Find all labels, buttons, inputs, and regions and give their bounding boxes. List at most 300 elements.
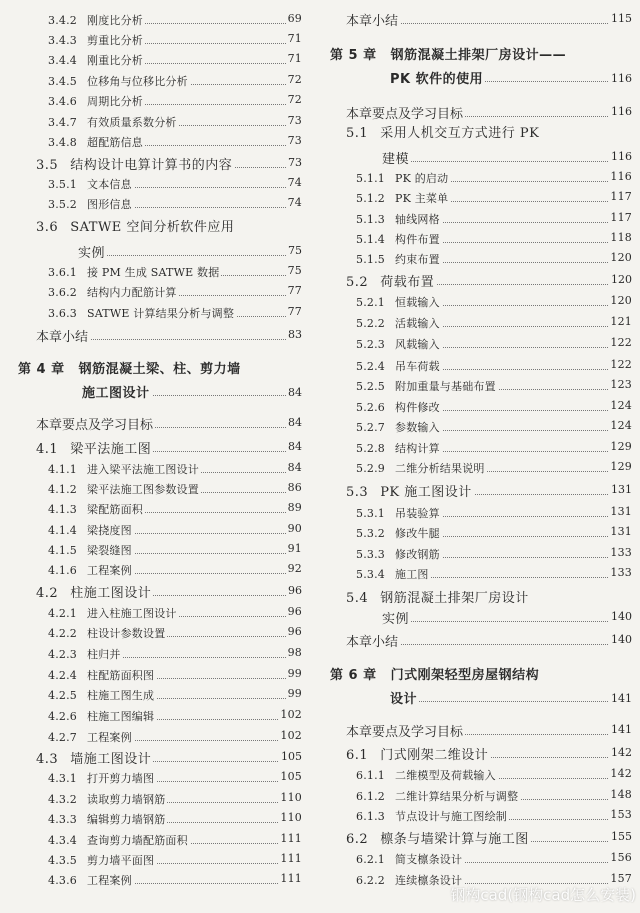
toc-number: 5.2.1: [356, 296, 385, 309]
toc-row: [324, 544, 640, 564]
toc-title: 檩条与墙梁计算与施工图: [380, 832, 529, 847]
toc-page-number: 153: [610, 808, 632, 821]
toc-row: [0, 10, 316, 30]
toc-number: 4.1.3: [48, 503, 77, 516]
toc-row: [0, 91, 316, 111]
toc-row: [324, 68, 640, 88]
toc-row: [0, 479, 316, 499]
toc-row: [324, 168, 640, 188]
toc-row: [0, 216, 316, 236]
toc-title: 附加重量与基础布置: [395, 380, 496, 393]
toc-row: [0, 112, 316, 132]
toc-row: [324, 148, 640, 168]
toc-number: 3.5: [36, 158, 59, 173]
toc-row: [0, 685, 316, 705]
toc-number: 3.4.8: [48, 136, 77, 149]
toc-number: 4.2.1: [48, 607, 77, 620]
toc-number: 4.3.2: [48, 793, 77, 806]
toc-number: 5.1.1: [356, 172, 385, 185]
toc-number: 第 4 章: [18, 362, 65, 377]
toc-page-number: 141: [611, 723, 632, 736]
toc-page-number: 124: [610, 419, 632, 432]
toc-title: 施工图: [395, 568, 429, 581]
toc-row: [324, 209, 640, 229]
toc-title: 实例: [78, 246, 106, 261]
toc-number: 3.6: [36, 220, 59, 235]
toc-title: 钢筋混凝土排架厂房设计——: [390, 48, 567, 63]
toc-number: 5.2.2: [356, 317, 385, 330]
toc-title: 约束布置: [395, 253, 440, 266]
toc-page-number: 131: [610, 505, 632, 518]
toc-row: [324, 188, 640, 208]
toc-title: 本章小结: [346, 635, 399, 650]
toc-title: 恒载输入: [395, 296, 440, 309]
toc-title: 结构计算: [395, 442, 440, 455]
toc-title: 进入柱施工图设计: [87, 607, 177, 620]
toc-page-number: 117: [610, 190, 632, 203]
toc-number: 3.4.2: [48, 14, 77, 27]
toc-number: 6.1.3: [356, 810, 385, 823]
toc-page-number: 116: [611, 72, 632, 85]
toc-title: 文本信息: [87, 178, 132, 191]
toc-row: [0, 830, 316, 850]
toc-page-number: 156: [610, 851, 632, 864]
toc-number: 5.1.4: [356, 233, 385, 246]
toc-number: 5.2.4: [356, 360, 385, 373]
toc-row: [324, 608, 640, 628]
toc-number: 4.1.4: [48, 524, 77, 537]
toc-title: 本章要点及学习目标: [346, 107, 464, 122]
toc-page-number: 72: [287, 73, 302, 86]
toc-title: 剪力墙平面图: [87, 854, 155, 867]
toc-title: 工程案例: [87, 564, 132, 577]
toc-row: [324, 721, 640, 741]
toc-page-number: 110: [280, 811, 302, 824]
toc-row: [0, 809, 316, 829]
toc-page-number: 69: [287, 12, 302, 25]
toc-page-number: 120: [610, 294, 632, 307]
toc-page-number: 73: [287, 114, 302, 127]
toc-row: [0, 540, 316, 560]
toc-title: 梁裂缝图: [87, 544, 132, 557]
toc-page-number: 83: [288, 328, 302, 341]
toc-title: 接 PM 生成 SATWE 数据: [87, 266, 220, 279]
toc-leader-dots: [382, 621, 632, 622]
toc-row: [324, 397, 640, 417]
toc-number: 6.1.2: [356, 790, 385, 803]
toc-row: [0, 262, 316, 282]
toc-row: [324, 828, 640, 848]
toc-page-number: 131: [610, 525, 632, 538]
toc-page-number: 90: [287, 522, 302, 535]
toc-number: 4.3.4: [48, 834, 77, 847]
toc-number: 5.1.3: [356, 213, 385, 226]
toc-row: [0, 665, 316, 685]
toc-title: 剪重比分析: [87, 34, 143, 47]
toc-title: 打开剪力墙图: [87, 772, 155, 785]
toc-page-number: 116: [611, 105, 632, 118]
toc-title: PK 的启动: [395, 172, 449, 185]
toc-page-number: 129: [610, 460, 632, 473]
toc-page-number: 120: [610, 251, 632, 264]
toc-title: 柱归并: [87, 648, 121, 661]
toc-row: [0, 870, 316, 890]
toc-title: PK 主菜单: [395, 192, 449, 205]
toc-row: [0, 30, 316, 50]
toc-row: [0, 132, 316, 152]
toc-page-number: 102: [280, 729, 302, 742]
toc-row: [0, 603, 316, 623]
toc-page-number: 72: [287, 93, 302, 106]
toc-number: 4.3.1: [48, 772, 77, 785]
toc-title: 工程案例: [87, 874, 132, 887]
toc-title: 墙施工图设计: [70, 752, 152, 767]
toc-row: [324, 334, 640, 354]
toc-row: [324, 523, 640, 543]
toc-number: 3.6.2: [48, 286, 77, 299]
toc-title: 门式刚架二维设计: [380, 748, 489, 763]
toc-row: [0, 242, 316, 262]
toc-page-number: 140: [611, 610, 632, 623]
toc-number: 5.2.8: [356, 442, 385, 455]
toc-number: 3.5.2: [48, 198, 77, 211]
toc-title: 读取剪力墙钢筋: [87, 793, 166, 806]
toc-page-number: 115: [611, 12, 632, 25]
toc-page-number: 105: [280, 770, 302, 783]
toc-number: 5.2.3: [356, 338, 385, 351]
toc-row: [0, 71, 316, 91]
toc-title: 简支檩条设计: [395, 853, 463, 866]
toc-row: [0, 727, 316, 747]
toc-title: PK 软件的使用: [390, 72, 484, 87]
toc-title: 柱设计参数设置: [87, 627, 166, 640]
toc-page-number: 77: [287, 305, 302, 318]
toc-number: 3.6.3: [48, 307, 77, 320]
toc-row: [0, 326, 316, 346]
toc-page-number: 121: [610, 315, 632, 328]
toc-page-number: 110: [280, 791, 302, 804]
toc-page-number: 120: [611, 273, 632, 286]
toc-number: 第 5 章: [330, 48, 377, 63]
toc-number: 第 6 章: [330, 668, 377, 683]
toc-row: [0, 748, 316, 768]
toc-row: [324, 806, 640, 826]
toc-title: 建模: [382, 152, 410, 167]
toc-row: [0, 438, 316, 458]
toc-title: SATWE 计算结果分析与调整: [87, 307, 235, 320]
toc-title: 位移角与位移比分析: [87, 75, 188, 88]
toc-page-number: 71: [287, 32, 302, 45]
toc-row: [0, 789, 316, 809]
toc-row: [0, 560, 316, 580]
toc-row: [324, 481, 640, 501]
toc-page-number: 77: [287, 284, 302, 297]
toc-row: [324, 103, 640, 123]
toc-number: 5.1: [346, 126, 369, 141]
toc-page-number: 84: [287, 461, 302, 474]
toc-page-number: 86: [287, 481, 302, 494]
toc-title: SATWE 空间分析软件应用: [70, 220, 235, 235]
toc-number: 6.1.1: [356, 769, 385, 782]
toc-number: 6.1: [346, 748, 369, 763]
toc-title: 刚度比分析: [87, 14, 143, 27]
toc-page-number: 74: [287, 176, 302, 189]
toc-number: 6.2: [346, 832, 369, 847]
toc-number: 5.3.1: [356, 507, 385, 520]
toc-title: 本章要点及学习目标: [36, 418, 154, 433]
toc-number: 3.5.1: [48, 178, 77, 191]
toc-row: [324, 564, 640, 584]
toc-number: 4.1.5: [48, 544, 77, 557]
toc-page-number: 140: [611, 633, 632, 646]
toc-number: 5.1.5: [356, 253, 385, 266]
toc-page-number: 96: [288, 584, 302, 597]
toc-row: [0, 154, 316, 174]
toc-page-number: 111: [280, 872, 302, 885]
toc-title: 二维计算结果分析与调整: [395, 790, 519, 803]
toc-row: [324, 765, 640, 785]
toc-page-number: 118: [610, 231, 632, 244]
toc-row: [0, 582, 316, 602]
toc-page-number: 131: [611, 483, 632, 496]
toc-number: 3.4.3: [48, 34, 77, 47]
toc-row: [324, 438, 640, 458]
toc-title: 钢筋混凝土梁、柱、剪力墙: [78, 362, 241, 377]
toc-page-number: 96: [287, 605, 302, 618]
toc-page-number: 91: [287, 542, 302, 555]
toc-title: 钢筋混凝土排架厂房设计: [380, 591, 529, 606]
toc-number: 4.2.6: [48, 710, 77, 723]
toc-row: [0, 382, 316, 402]
toc-number: 5.2.9: [356, 462, 385, 475]
toc-title: 二维模型及荷载输入: [395, 769, 496, 782]
toc-page-number: 105: [281, 750, 302, 763]
toc-page-number: 141: [611, 692, 632, 705]
toc-row: [0, 768, 316, 788]
toc-row: [324, 744, 640, 764]
toc-page-number: 124: [610, 399, 632, 412]
toc-title: 轴线网格: [395, 213, 440, 226]
toc-title: 柱施工图生成: [87, 689, 155, 702]
toc-title: 工程案例: [87, 731, 132, 744]
toc-page-number: 74: [287, 196, 302, 209]
toc-page-number: 84: [288, 440, 302, 453]
toc-title: 连续檩条设计: [395, 874, 463, 887]
toc-title: 查询剪力墙配筋面积: [87, 834, 188, 847]
toc-number: 4.1.2: [48, 483, 77, 496]
toc-leader-dots: [382, 161, 632, 162]
toc-number: 4.1.1: [48, 463, 77, 476]
toc-number: 4.2.3: [48, 648, 77, 661]
toc-number: 4.3: [36, 752, 59, 767]
toc-leader-dots: [390, 701, 632, 702]
toc-title: 构件修改: [395, 401, 440, 414]
toc-number: 4.3.5: [48, 854, 77, 867]
toc-number: 3.4.6: [48, 95, 77, 108]
toc-page-number: 71: [287, 52, 302, 65]
toc-page-number: 73: [288, 156, 302, 169]
toc-title: 吊车荷载: [395, 360, 440, 373]
toc-row: [324, 503, 640, 523]
toc-row: [324, 417, 640, 437]
toc-title: 刚重比分析: [87, 54, 143, 67]
toc-page-number: 123: [610, 378, 632, 391]
toc-row: [0, 358, 316, 378]
toc-row: [0, 706, 316, 726]
toc-page-number: 148: [610, 788, 632, 801]
toc-page-number: 122: [610, 358, 632, 371]
toc-page-number: 117: [610, 211, 632, 224]
toc-number: 3.4.4: [48, 54, 77, 67]
toc-title: PK 施工图设计: [380, 485, 472, 500]
toc-number: 4.3.3: [48, 813, 77, 826]
toc-page-number: 129: [610, 440, 632, 453]
toc-number: 3.4.7: [48, 116, 77, 129]
toc-title: 荷载布置: [380, 275, 435, 290]
toc-number: 4.2: [36, 586, 59, 601]
toc-row: [0, 520, 316, 540]
toc-page-number: 142: [610, 767, 632, 780]
toc-page-number: 102: [280, 708, 302, 721]
toc-page-number: 142: [611, 746, 632, 759]
toc-number: 3.6.1: [48, 266, 77, 279]
toc-title: 二维分析结果说明: [395, 462, 485, 475]
toc-title: 本章小结: [346, 14, 399, 29]
toc-page-number: 84: [288, 386, 302, 399]
toc-title: 周期比分析: [87, 95, 143, 108]
toc-row: [324, 688, 640, 708]
toc-number: 4.2.2: [48, 627, 77, 640]
toc-page-number: 116: [611, 150, 632, 163]
toc-title: 柱配筋面积图: [87, 669, 155, 682]
toc-number: 4.3.6: [48, 874, 77, 887]
toc-row: [0, 623, 316, 643]
toc-title: 构件布置: [395, 233, 440, 246]
toc-title: 设计: [390, 692, 418, 707]
toc-title: 施工图设计: [82, 386, 150, 401]
toc-number: 4.2.4: [48, 669, 77, 682]
toc-row: [324, 229, 640, 249]
toc-row: [0, 194, 316, 214]
toc-page-number: 111: [280, 852, 302, 865]
toc-title: 修改牛腿: [395, 527, 440, 540]
toc-page-number: 73: [287, 134, 302, 147]
toc-page-number: 157: [610, 872, 632, 885]
toc-title: 本章小结: [36, 330, 89, 345]
toc-row: [324, 271, 640, 291]
toc-title: 柱施工图编辑: [87, 710, 155, 723]
toc-number: 5.3.4: [356, 568, 385, 581]
toc-row: [324, 376, 640, 396]
toc-title: 梁平法施工图参数设置: [87, 483, 199, 496]
toc-title: 进入梁平法施工图设计: [87, 463, 199, 476]
toc-row: [324, 664, 640, 684]
toc-page-number: 133: [610, 546, 632, 559]
toc-title: 修改钢筋: [395, 548, 440, 561]
toc-row: [324, 249, 640, 269]
toc-number: 5.3: [346, 485, 369, 500]
toc-row: [324, 122, 640, 142]
toc-title: 有效质量系数分析: [87, 116, 177, 129]
toc-row: [0, 850, 316, 870]
toc-title: 梁平法施工图: [70, 442, 152, 457]
toc-page-number: 89: [287, 501, 302, 514]
toc-title: 梁挠度图: [87, 524, 132, 537]
toc-leader-dots: [78, 255, 302, 256]
toc-page-number: 133: [610, 566, 632, 579]
toc-title: 门式刚架轻型房屋钢结构: [390, 668, 540, 683]
toc-number: 6.2.2: [356, 874, 385, 887]
toc-page-number: 99: [287, 667, 302, 680]
toc-row: [0, 414, 316, 434]
toc-row: [0, 303, 316, 323]
toc-title: 节点设计与施工图绘制: [395, 810, 507, 823]
toc-title: 吊装验算: [395, 507, 440, 520]
toc-page-number: 92: [287, 562, 302, 575]
toc-row: [324, 356, 640, 376]
toc-row: [324, 292, 640, 312]
toc-row: [0, 644, 316, 664]
toc-row: [324, 587, 640, 607]
toc-number: 3.4.5: [48, 75, 77, 88]
toc-row: [324, 849, 640, 869]
toc-title: 本章要点及学习目标: [346, 725, 464, 740]
toc-page-number: 96: [287, 625, 302, 638]
toc-title: 柱施工图设计: [70, 586, 152, 601]
toc-number: 5.2.7: [356, 421, 385, 434]
toc-title: 梁配筋面积: [87, 503, 143, 516]
toc-number: 5.2: [346, 275, 369, 290]
toc-page-number: 98: [287, 646, 302, 659]
toc-row: [324, 313, 640, 333]
toc-title: 超配筋信息: [87, 136, 143, 149]
toc-title: 采用人机交互方式进行 PK: [380, 126, 540, 141]
toc-row: [324, 44, 640, 64]
toc-number: 4.2.7: [48, 731, 77, 744]
toc-number: 5.3.3: [356, 548, 385, 561]
toc-row: [0, 459, 316, 479]
toc-title: 结构内力配筋计算: [87, 286, 177, 299]
toc-row: [0, 50, 316, 70]
toc-number: 4.1.6: [48, 564, 77, 577]
toc-page-number: 111: [280, 832, 302, 845]
toc-row: [324, 786, 640, 806]
toc-title: 编辑剪力墙钢筋: [87, 813, 166, 826]
toc-title: 参数输入: [395, 421, 440, 434]
toc-row: [324, 458, 640, 478]
toc-page-number: 122: [610, 336, 632, 349]
toc-page-number: 75: [288, 244, 302, 257]
toc-page-number: 155: [611, 830, 632, 843]
toc-number: 5.2.6: [356, 401, 385, 414]
toc-title: 活载输入: [395, 317, 440, 330]
toc-number: 6.2.1: [356, 853, 385, 866]
watermark-text: 钢构cad(钢构cad怎么安装): [450, 886, 636, 904]
toc-row: [0, 499, 316, 519]
toc-title: 图形信息: [87, 198, 132, 211]
toc-title: 实例: [382, 612, 410, 627]
toc-number: 5.4: [346, 591, 369, 606]
toc-number: 5.1.2: [356, 192, 385, 205]
toc-row: [0, 282, 316, 302]
toc-number: 5.3.2: [356, 527, 385, 540]
toc-page-number: 84: [288, 416, 302, 429]
toc-title: 风载输入: [395, 338, 440, 351]
toc-title: 结构设计电算计算书的内容: [70, 158, 233, 173]
toc-page-number: 99: [287, 687, 302, 700]
toc-number: 4.2.5: [48, 689, 77, 702]
toc-row: [0, 174, 316, 194]
